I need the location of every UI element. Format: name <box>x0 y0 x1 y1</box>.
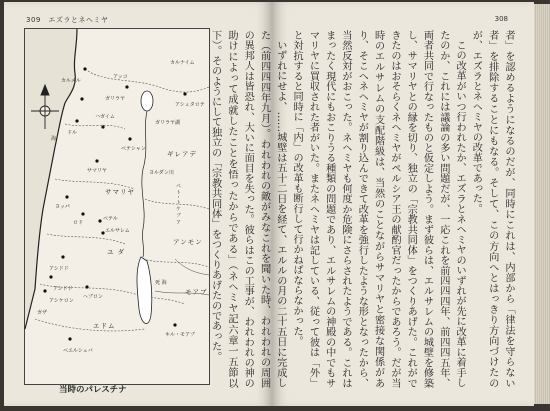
paragraph-3: いずれにせよ、……城壁は五十二日を経て、エルルの月の二十五日に完成した（前四四四年九月）。われわれの敵がみなこれを聞いた時、われわれの周囲の異邦人は皆恐れ、大いに面目を失った。彼らはこの工事が、われわれの神の助けによって成就したことを悟ったからである」（ネヘミヤ記六章一五節以下）。そのようにして独立の「宗教共同体」をつくりあげたのであった。 <box>209 30 286 388</box>
palestine-map <box>24 28 210 385</box>
label-kir-moab: キル・モアブ <box>165 332 195 338</box>
label-samaria-city: サマリヤ <box>87 168 107 174</box>
paragraph-2: この改革がいつ行われたか、エズラとネヘミヤのいずれが先に改革に着手したのか、これには議論の多い問題だが、一応これを前四四四年、前四四五年、両者共同で行なったものと仮定しよう。まず彼らは、エルサレムの城壁を修築し、サマリヤとの縁を切り、独立の「宗教共同体」をつくりあげた。これができたのはおそらくネヘミヤがペルシア王の献酌官だったからであろう。だが当時のエルサレムの支配階級は、当然のことながらサマリヤと密接な関係があり、そこへネヘミヤが割り込んできて改革を強行したような形となったから、当然反対がおこった。ネヘミヤも何度か危険にさらされたようである。これはまったく現代にもおこりうる種類の問題であり、エルサレムの神殿の中でもサマリヤに買収された者がいた。またネヘミヤは記している、従って彼は「外」と対抗すると同時に「内」の改革も断行して行かねばならなかった。 <box>291 30 466 388</box>
label-carmel: カルメル <box>61 78 81 84</box>
page-edges <box>534 4 550 404</box>
label-gaza: ガザ <box>37 310 48 316</box>
jordan-river <box>142 111 147 257</box>
label-samaria: サマリヤ <box>105 188 135 196</box>
label-ammon: アンモン <box>173 238 203 246</box>
dead-sea <box>137 257 152 324</box>
label-edom: エドム <box>93 322 116 330</box>
label-beth-shan: ベテシャン <box>121 146 146 152</box>
label-jordan: ヨルダン川 <box>149 170 174 176</box>
label-ashtarot: アシュタロテ <box>175 102 205 108</box>
label-moab: モアブ <box>185 288 208 296</box>
body-text <box>209 30 516 388</box>
label-kinneret: ガリラヤ湖 <box>155 120 181 126</box>
label-bethel: ベテル <box>103 216 118 222</box>
right-page <box>209 2 534 406</box>
right-page-number: 308 <box>494 15 508 23</box>
mediterranean-sea <box>25 29 77 329</box>
left-running-head: 309 エズラとネヘミヤ <box>26 16 109 24</box>
label-gilead: ギレアデ <box>167 150 197 158</box>
label-lod: ロド <box>73 220 84 226</box>
label-hagaim: ハガイム <box>95 114 115 120</box>
label-ashkelon: アシケロン <box>49 298 74 304</box>
label-hebron: ヘブロン <box>83 294 103 300</box>
label-sea: 海 <box>51 136 57 142</box>
label-beersheba: ベエルシェバ <box>63 348 93 354</box>
label-ashdod-region: アシドド <box>49 266 69 272</box>
label-akko: アッコ <box>113 74 128 80</box>
label-galilee: ガリラヤ <box>105 96 126 102</box>
label-karnaim: カルナイム <box>170 60 195 66</box>
sea-of-galilee <box>141 91 153 111</box>
label-judah: ユ ダ <box>107 248 126 256</box>
paragraph-1: 者」を認めるようになるのだが、同時にこれは、内部から「律法を守らない者」を排除することにもなる。そして、この方向へとはっきり方向づけたのが、エズラとネヘミヤの改革であった。 <box>470 30 514 388</box>
label-peraea: ペ ト・ト ケ ブ ア <box>175 183 181 225</box>
label-jerusalem: エルサレム <box>105 228 130 234</box>
label-joppa: ヨッパ <box>55 204 70 210</box>
label-dor: ドル <box>67 130 78 136</box>
label-ashdod: アシドド <box>53 286 73 292</box>
label-dead-sea: 死 海 <box>155 280 167 286</box>
map-caption: 当時のパレスチナ <box>59 385 127 395</box>
